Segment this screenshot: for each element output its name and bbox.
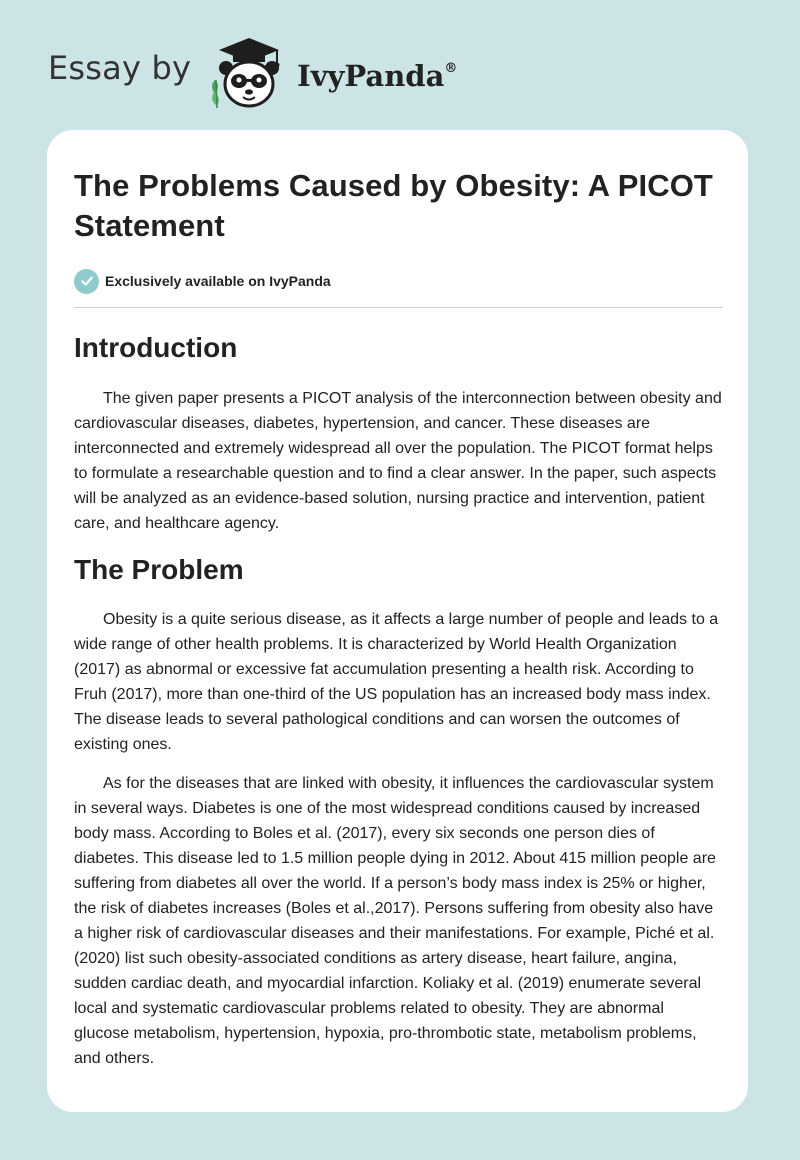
essay-content bbox=[74, 166, 723, 1071]
check-icon bbox=[74, 269, 99, 294]
exclusive-badge bbox=[74, 268, 723, 294]
essay-card bbox=[47, 130, 748, 1112]
ivypanda-logo-icon[interactable] bbox=[205, 34, 293, 110]
paragraph-problem-2: As for the diseases that are linked with obesity, it influences the cardiovascular system in several ways. Diabetes is one of the most widespread conditions caused by increased body mass. According to Boles et al. (2017), every six seconds one person dies of diabetes. This disease led to 1.5 million people dying in 2012. About 415 million people are suffering from diabetes all over the world. If a person’s body mass index is 25% or higher, the risk of diabetes increases (Boles et al.,2017). Persons suffering from obesity also have a higher risk of cardiovascular diseases and their manifestations. For example, Piché et al. (2020) list such obesity-associated conditions as artery disease, heart failure, angina, sudden cardiac death, and myocardial infarction. Koliaky et al. (2019) enumerate several local and systematic cardiovascular problems related to obesity. They are abnormal glucose metabolism, hypertension, hypoxia, pro-thrombotic state, metabolism problems, and others. bbox=[74, 775, 716, 1067]
exclusive-badge-text: Exclusively available on IvyPanda bbox=[105, 273, 331, 289]
essay-title: The Problems Caused by Obesity: A PICOT Statement bbox=[74, 168, 713, 243]
site-header bbox=[48, 32, 548, 112]
registered-mark: ® bbox=[444, 61, 458, 76]
paragraph-introduction: The given paper presents a PICOT analysis of the interconnection between obesity and cardiovascular diseases, diabetes, hypertension, and cancer. These diseases are interconnected and extremely widespread all over the population. The PICOT format helps to formulate a researchable question and to find a clear answer. In the paper, such aspects will be analyzed as an evidence-based solution, nursing practice and intervention, patient care, and healthcare agency. bbox=[74, 390, 722, 532]
title-divider bbox=[74, 307, 723, 308]
section-heading-the-problem: The Problem bbox=[74, 554, 244, 585]
section-heading-introduction: Introduction bbox=[74, 332, 238, 363]
brand-text: IvyPanda bbox=[297, 59, 445, 93]
essay-by-label: Essay by bbox=[48, 49, 192, 87]
paragraph-problem-1: Obesity is a quite serious disease, as it affects a large number of people and leads to a wide range of other health problems. It is characterized by World Health Organization (2017) as abnormal or excessive fat accumulation presenting a health risk. According to Fruh (2017), more than one-third of the US population has an increased body mass index. The disease leads to several pathological conditions and can worsen the outcomes of existing ones. bbox=[74, 611, 719, 753]
ivypanda-brand-name[interactable] bbox=[297, 59, 457, 93]
